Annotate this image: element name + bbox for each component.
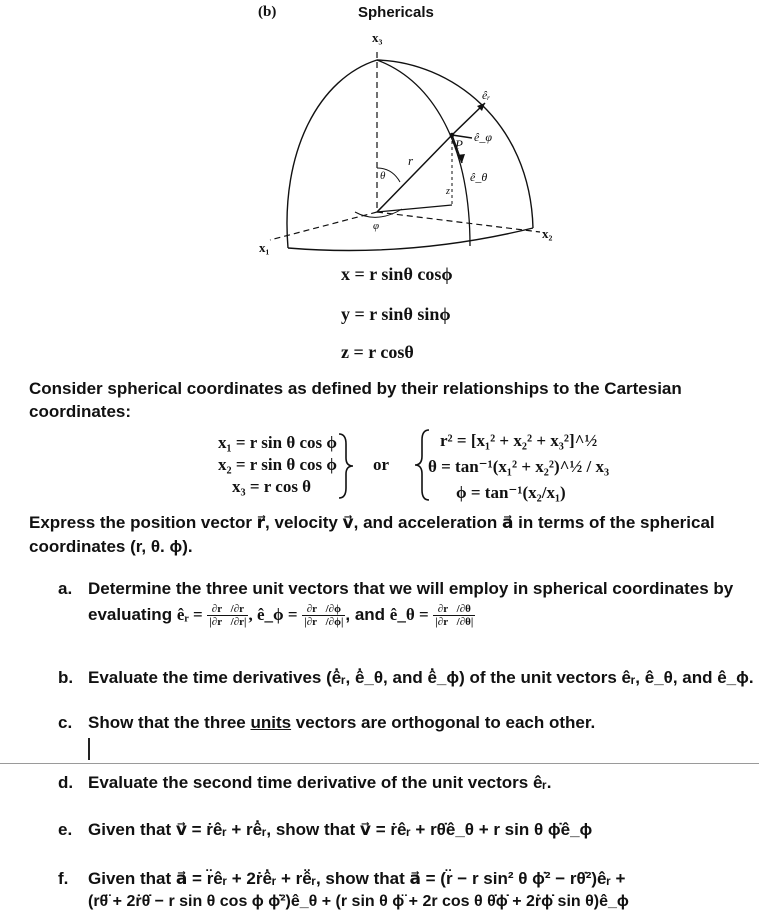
er-label: êᵣ — [482, 88, 491, 102]
ephi-numerator: ∂r⃗/∂ϕ — [302, 603, 345, 616]
er-denominator: |∂r⃗/∂r| — [209, 616, 247, 628]
text-cursor[interactable] — [88, 738, 90, 760]
question-f-letter: f. — [58, 869, 69, 888]
ephi-denominator: |∂r⃗/∂ϕ| — [304, 616, 344, 628]
question-d-letter: d. — [58, 773, 74, 792]
panel-label: (b) — [258, 4, 277, 20]
express-line-2: coordinates (r, θ. ϕ). — [29, 537, 193, 556]
question-c — [58, 713, 595, 733]
eq-phi: ϕ = tan⁻¹(x₂/x₁) — [456, 483, 566, 502]
eq-x2: x₂ = r sin θ cos ϕ — [218, 455, 337, 474]
eq-x3: x₃ = r cos θ — [232, 477, 312, 496]
theta-label: θ — [380, 170, 386, 182]
er-numerator: ∂r⃗/∂r — [207, 603, 248, 616]
ephi-fraction — [302, 603, 345, 628]
question-f-line-2: (rθ̈ + 2ṙθ̇ − r sin θ cos ϕ ϕ̇²)ê_θ + (r sin θ ϕ̈ + 2r cos θ θ̇ϕ̇ + 2ṙϕ̇ sin θ)ê_ϕ — [88, 893, 629, 910]
P-label: P — [455, 137, 463, 152]
etheta-label: ê_θ — [470, 170, 488, 184]
point-P — [450, 133, 455, 138]
etheta-lhs: ê_θ = — [389, 604, 429, 624]
figure-title: Sphericals — [358, 4, 434, 21]
or-text: or — [373, 455, 390, 474]
page-divider — [0, 763, 759, 764]
x1-axis-label: x₁ — [259, 240, 270, 255]
question-f-line-1 — [58, 869, 625, 889]
x3-axis-label: x₃ — [372, 30, 383, 45]
ephi-label: ê_φ — [474, 130, 492, 144]
question-a-line-1 — [58, 579, 733, 599]
etheta-fraction — [433, 603, 475, 628]
eq-theta: θ = tan⁻¹(x₁² + x₂²)^½ / x₃ — [428, 457, 610, 476]
x2-axis — [377, 212, 540, 232]
question-c-underlined: units — [250, 713, 292, 732]
and-word: , and — [345, 604, 386, 624]
eq-x1: x₁ = r sin θ cos ϕ — [218, 433, 337, 452]
figure-eq-y: y = r sinθ sinϕ — [341, 304, 451, 324]
figure-eq-x: x = r sinθ cosϕ — [341, 264, 453, 284]
question-e-text: Given that v⃗ = ṙêᵣ + rê̇ᵣ, show that v⃗ = ṙêᵣ + rθ̇ê_θ + r sin θ ϕ̇ê_ϕ — [88, 820, 593, 839]
meridian-arc — [377, 60, 470, 246]
projection-to-plane — [377, 205, 452, 212]
question-a-line-2 — [88, 603, 475, 628]
question-e — [58, 820, 592, 840]
express-line-1: Express the position vector r⃗, velocity v⃗, and acceleration a⃗ in terms of the spherical — [29, 513, 715, 532]
question-f-text-1: Given that a⃗ = r̈êᵣ + 2ṙê̇ᵣ + rê̈ᵣ, show that a⃗ = (r̈ − r sin² θ ϕ̇² − rθ̇²)êᵣ + — [88, 869, 626, 888]
figure-eq-z: z = r cosθ — [341, 342, 414, 362]
question-a-letter: a. — [58, 579, 73, 598]
question-b-letter: b. — [58, 668, 74, 687]
position-vector-r — [377, 135, 452, 212]
x1-axis — [270, 212, 380, 240]
etheta-numerator: ∂r⃗/∂θ — [433, 603, 475, 616]
question-d-text: Evaluate the second time derivative of the unit vectors êᵣ. — [88, 773, 552, 792]
question-c-post: vectors are orthogonal to each other. — [291, 713, 596, 732]
question-d — [58, 773, 551, 793]
intro-line-1: Consider spherical coordinates as defined by their relationships to the Cartesian — [29, 379, 682, 398]
x2-axis-label: x₂ — [542, 226, 553, 241]
question-e-letter: e. — [58, 820, 73, 839]
er-fraction — [207, 603, 248, 628]
question-b — [58, 668, 754, 688]
question-c-pre: Show that the three — [88, 713, 251, 732]
question-b-text: Evaluate the time derivatives (ê̇ᵣ, ê̇_θ, and ê̇_ϕ) of the unit vectors êᵣ, ê_θ, and ê_ϕ. — [88, 668, 754, 687]
ephi-lhs: , ê_ϕ = — [248, 604, 298, 624]
phi-label: φ — [373, 220, 380, 232]
evaluating-word: evaluating — [88, 604, 173, 624]
right-brace — [336, 432, 356, 500]
sphere-equator — [288, 228, 533, 251]
r-label: r — [408, 153, 414, 168]
question-c-letter: c. — [58, 713, 73, 732]
intro-line-2: coordinates: — [29, 402, 132, 421]
question-a-text: Determine the three unit vectors that we will employ in spherical coordinates by — [88, 579, 734, 598]
etheta-denominator: |∂r⃗/∂θ| — [435, 616, 474, 628]
z-label: z — [446, 186, 450, 197]
er-lhs: êᵣ = — [176, 604, 203, 624]
eq-r-squared: r² = [x₁² + x₂² + x₃²]^½ — [440, 431, 598, 450]
